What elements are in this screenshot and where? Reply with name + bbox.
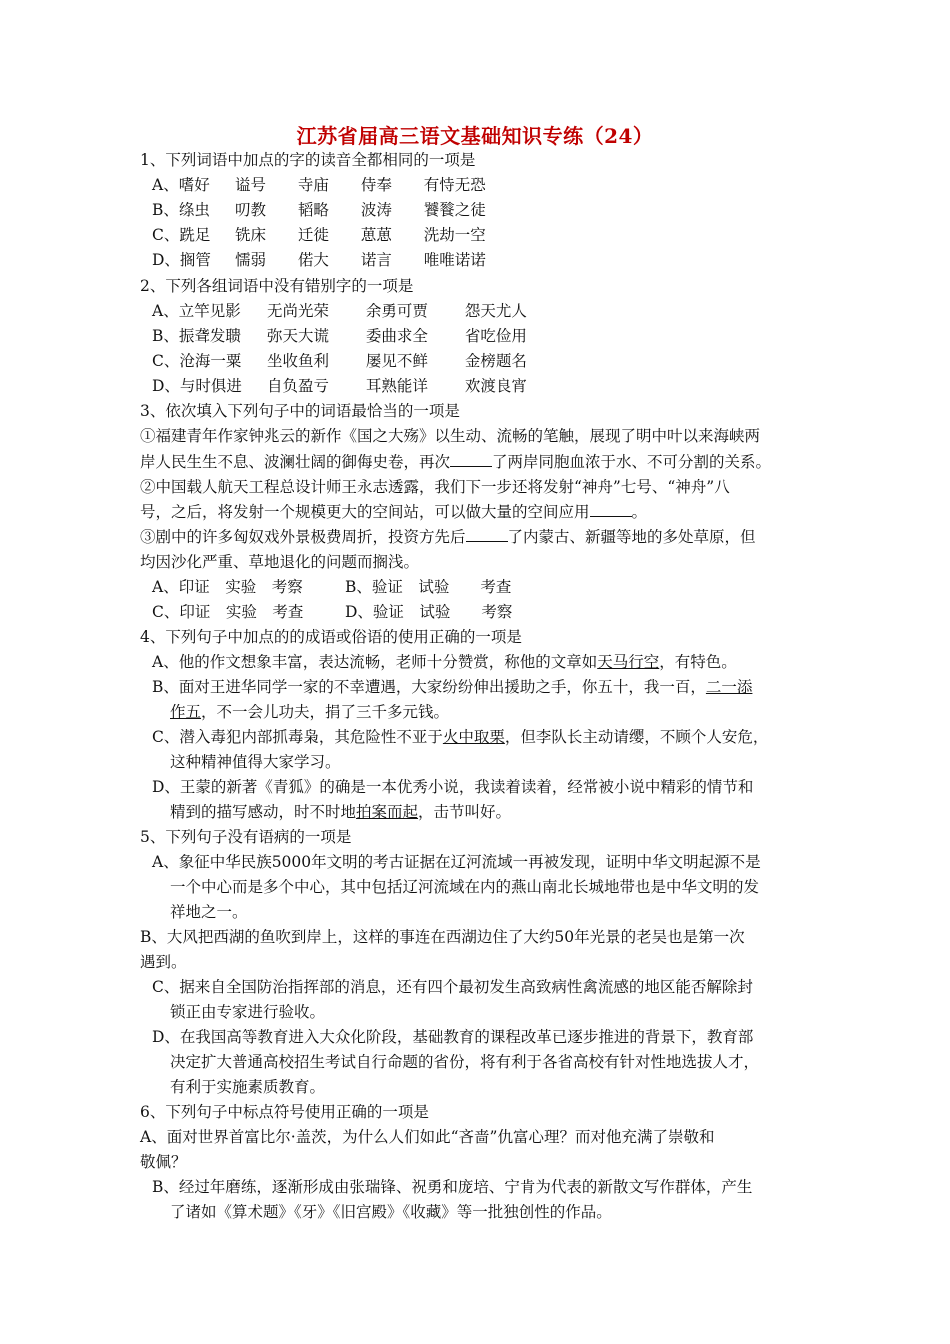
q4-option-c-line2: 这种精神值得大家学习。 <box>170 753 341 771</box>
q1-option-c <box>152 225 504 245</box>
q2-stem: 2、下列各组词语中没有错别字的一项是 <box>140 277 414 295</box>
q5-option-a-line3: 祥地之一。 <box>170 903 248 921</box>
q4-d-text: 精到的描写感动，时不时地 <box>170 803 357 821</box>
q2-a-word3: 余勇可贾 <box>365 302 428 320</box>
q3-options-row1 <box>152 577 529 597</box>
q4-option-d-line1: D、王蒙的新著《青狐》的确是一本优秀小说，我读着读着，经常被小说中精彩的情节和 <box>152 778 754 796</box>
q5-option-d-line1: D、在我国高等教育进入大众化阶段，基础教育的课程改革已逐步推进的背景下，教育部 <box>152 1028 754 1046</box>
q1-b-word2: 叨教 <box>234 201 266 219</box>
q5-option-c-line2: 锁正由专家进行验收。 <box>170 1003 326 1021</box>
q1-b-word3: 韬略 <box>297 201 329 219</box>
q1-option-d <box>152 250 504 270</box>
q4-c-idiom: 火中取栗 <box>442 728 505 746</box>
q5-option-d-line3: 有利于实施素质教育。 <box>170 1078 326 1096</box>
q1-a-word2: 谥号 <box>234 176 266 194</box>
q3-s2-text-end: 。 <box>631 503 648 521</box>
q4-option-d-line2 <box>170 802 511 822</box>
q4-b-text-end: ，不一会儿功夫，捐了三千多元钱。 <box>201 703 450 721</box>
q2-a-word1: A、立竿见影 <box>152 302 241 320</box>
q2-c-word1: C、沧海一粟 <box>152 352 242 370</box>
q2-b-word3: 委曲求全 <box>365 327 428 345</box>
q6-option-a-line2: 敬佩？ <box>140 1153 187 1171</box>
q4-option-a <box>152 652 737 672</box>
q2-option-a <box>152 301 545 321</box>
q1-c-word4: 葸葸 <box>360 226 392 244</box>
q4-d-text-end: ，击节叫好。 <box>418 803 512 821</box>
q4-option-c-line1 <box>152 727 768 747</box>
q1-d-word4: 诺言 <box>360 251 392 269</box>
q3-blank-1 <box>450 452 492 467</box>
q1-b-word1: B、绦虫 <box>152 201 210 219</box>
q3-option-a: A、印证 实验 考察 <box>152 578 303 596</box>
q6-option-a-line1: A、面对世界首富比尔·盖茨，为什么人们如此“吝啬”仇富心理？而对他充满了崇敬和 <box>140 1128 715 1146</box>
q1-option-b <box>152 200 504 220</box>
q1-d-word3: 偌大 <box>297 251 329 269</box>
q2-c-word2: 坐收鱼利 <box>266 352 329 370</box>
q3-options-row2 <box>152 602 530 622</box>
q2-option-b <box>152 326 545 346</box>
q2-b-word1: B、振聋发聩 <box>152 327 241 345</box>
q3-sentence3-line1 <box>140 527 756 547</box>
q1-d-word2: 懦弱 <box>234 251 266 269</box>
q3-option-c: C、印证 实验 考查 <box>152 603 304 621</box>
q5-option-c-line1: C、据来自全国防治指挥部的消息，还有四个最初发生高致病性禽流感的地区能否解除封 <box>152 978 753 996</box>
q4-b-text: B、面对王进华同学一家的不幸遭遇，大家纷纷伸出援助之手，你五十，我一百， <box>152 678 706 696</box>
q2-b-word4: 省吃俭用 <box>464 327 527 345</box>
q3-s2-text: 号，之后，将发射一个规模更大的空间站，可以做大量的空间应用 <box>140 503 590 521</box>
q3-option-b: B、验证 试验 考查 <box>344 578 512 596</box>
q4-a-text: A、他的作文想象丰富，表达流畅，老师十分赞赏，称他的文章如 <box>152 653 598 671</box>
q1-a-word3: 寺庙 <box>297 176 329 194</box>
q4-b-idiom-part2: 作五 <box>170 703 202 721</box>
q3-sentence3-line2: 均因沙化严重、草地退化的问题而搁浅。 <box>140 553 420 571</box>
q1-option-a <box>152 175 504 195</box>
q4-b-idiom-part1: 二一添 <box>705 678 753 696</box>
q5-stem: 5、下列句子没有语病的一项是 <box>140 828 352 846</box>
q1-c-word3: 迁徙 <box>297 226 329 244</box>
q1-c-word1: C、跣足 <box>152 226 211 244</box>
q3-s1-text-end: 了两岸同胞血浓于水、不可分割的关系。 <box>492 453 772 471</box>
q3-sentence2-line2 <box>140 502 647 522</box>
q1-a-word1: A、嗜好 <box>152 176 210 194</box>
q1-d-word5: 唯唯诺诺 <box>423 251 486 269</box>
q1-b-word5: 饕餮之徒 <box>423 201 486 219</box>
q2-d-word4: 欢渡良宵 <box>464 377 527 395</box>
q4-a-idiom: 天马行空 <box>597 653 660 671</box>
q1-c-word2: 铣床 <box>234 226 266 244</box>
q1-d-word1: D、搁管 <box>152 251 211 269</box>
q1-b-word4: 波涛 <box>360 201 392 219</box>
q3-sentence2-line1: ②中国载人航天工程总设计师王永志透露，我们下一步还将发射“神舟”七号、“神舟”八 <box>140 478 730 496</box>
q3-blank-2 <box>590 502 632 517</box>
q2-c-word4: 金榜题名 <box>464 352 527 370</box>
q5-option-a-line2: 一个中心而是多个中心，其中包括辽河流域在内的燕山南北长城地带也是中华文明的发 <box>170 878 760 896</box>
q1-a-word5: 有恃无恐 <box>423 176 486 194</box>
q1-stem: 1、下列词语中加点的字的读音全都相同的一项是 <box>140 151 476 169</box>
q2-a-word2: 无尚光荣 <box>266 302 329 320</box>
q3-s1-text: 岸人民生生不息、波澜壮阔的御侮史卷，再次 <box>140 453 451 471</box>
q2-b-word2: 弥天大谎 <box>266 327 329 345</box>
q5-option-b-line2: 遇到。 <box>140 953 187 971</box>
q3-blank-3 <box>466 527 508 542</box>
q4-option-b-line2 <box>170 702 449 722</box>
q2-d-word1: D、与时俱进 <box>152 377 242 395</box>
q2-option-c <box>152 351 545 371</box>
page-title: 江苏省届高三语文基础知识专练（24） <box>296 124 654 148</box>
q4-option-b-line1 <box>152 677 752 697</box>
q5-option-b-line1: B、大风把西湖的鱼吹到岸上，这样的事连在西湖边住了大约50年光景的老吴也是第一次 <box>140 928 745 946</box>
q3-s3-text-end: 了内蒙古、新疆等地的多处草原，但 <box>507 528 756 546</box>
q4-c-text-end: ，但李队长主动请缨，不顾个人安危， <box>504 728 769 746</box>
q3-s3-text: ③剧中的许多匈奴戏外景极费周折，投资方先后 <box>140 528 466 546</box>
q4-a-text-end: ，有特色。 <box>659 653 737 671</box>
q5-option-a-line1: A、象征中华民族5000年文明的考古证据在辽河流域一再被发现，证明中华文明起源不是 <box>152 853 761 871</box>
q3-sentence1-line2 <box>140 452 771 472</box>
q2-a-word4: 怨天尤人 <box>464 302 527 320</box>
q1-a-word4: 侍奉 <box>360 176 392 194</box>
q2-c-word3: 屡见不鲜 <box>365 352 428 370</box>
q3-sentence1-line1: ①福建青年作家钟兆云的新作《国之大殇》以生动、流畅的笔触，展现了明中叶以来海峡两 <box>140 427 761 445</box>
q6-option-b-line1: B、经过年磨练，逐渐形成由张瑞锋、祝勇和庞培、宁肯为代表的新散文写作群体，产生 <box>152 1178 753 1196</box>
q4-c-text: C、潜入毒犯内部抓毒枭，其危险性不亚于 <box>152 728 443 746</box>
q4-stem: 4、下列句子中加点的的成语或俗语的使用正确的一项是 <box>140 628 522 646</box>
q2-d-word2: 自负盈亏 <box>266 377 329 395</box>
q2-d-word3: 耳熟能详 <box>365 377 428 395</box>
q6-stem: 6、下列句子中标点符号使用正确的一项是 <box>140 1103 429 1121</box>
q1-c-word5: 洗劫一空 <box>423 226 486 244</box>
q4-d-idiom: 拍案而起 <box>356 803 419 821</box>
q3-option-d: D、验证 试验 考察 <box>344 603 513 621</box>
q5-option-d-line2: 决定扩大普通高校招生考试自行命题的省份，将有利于各省高校有针对性地选拔人才， <box>170 1053 760 1071</box>
q6-option-b-line2: 了诸如《算术题》《牙》《旧宫殿》《收藏》等一批独创性的作品。 <box>170 1203 612 1221</box>
q3-stem: 3、依次填入下列句子中的词语最恰当的一项是 <box>140 402 460 420</box>
q2-option-d <box>152 376 545 396</box>
